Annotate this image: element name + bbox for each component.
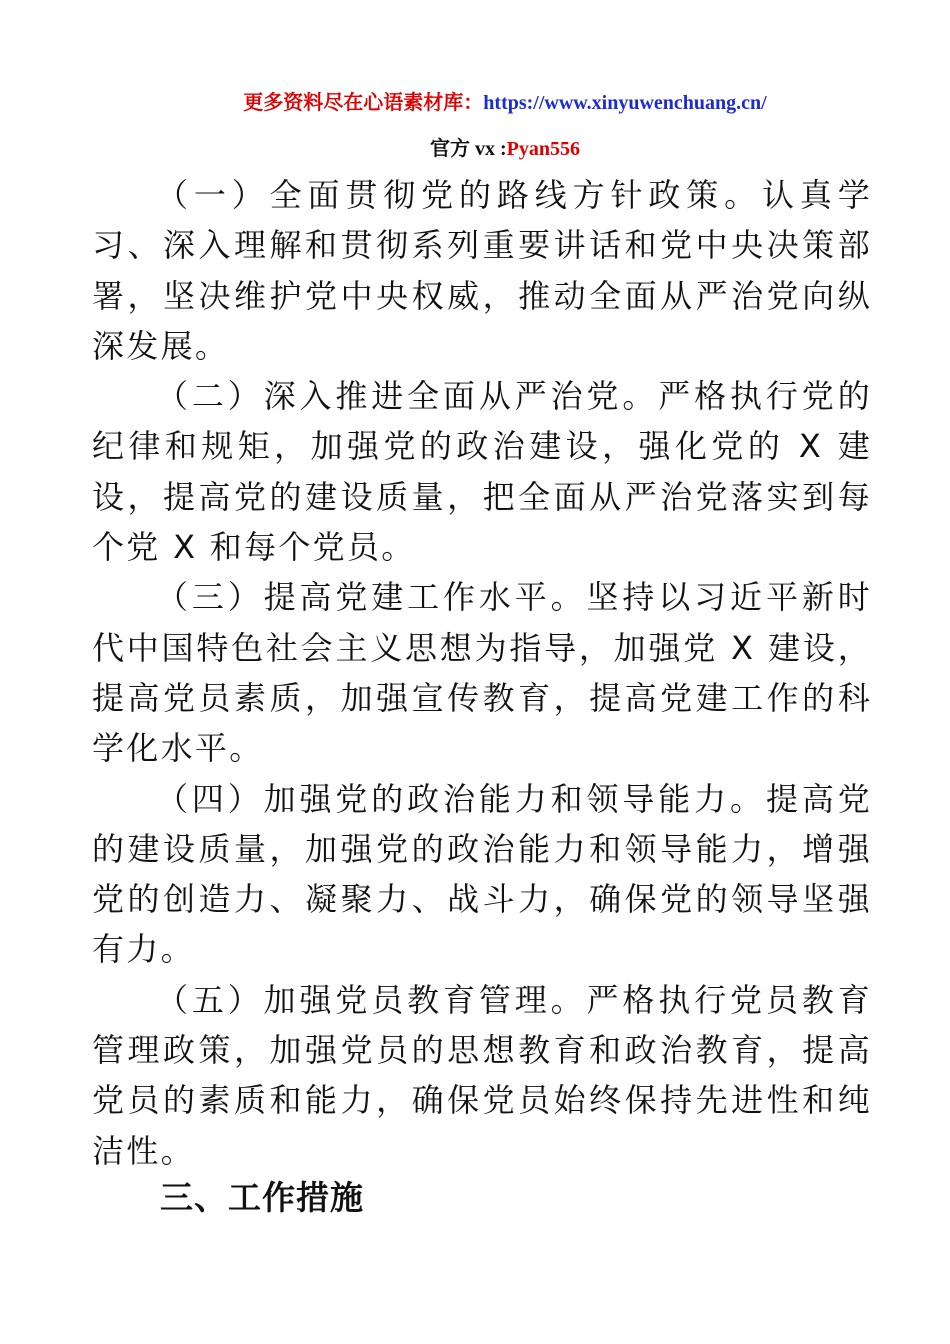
paragraph-lead: （一）全面贯彻党的路线方针政策。 <box>156 176 762 214</box>
contact-label: 官方 vx : <box>429 138 507 160</box>
paragraph-4 <box>92 774 872 975</box>
paragraph-text: 严格执行党员教育管理政策，加强党员的思想教育和政治教育，提高党员的素质和能力，确保党员始终保持先进性和纯洁性。 <box>92 980 872 1170</box>
paragraph-text: 提高党的建设质量，加强党的政治能力和领导能力，增强党的创造力、凝聚力、战斗力，确保党的领导坚强有力。 <box>92 779 872 969</box>
paragraph-text: 严格执行党的纪律和规矩，加强党的政治建设，强化党的 X 建设，提高党的建设质量，把全面从严治党落实到每个党 X 和每个党员。 <box>92 377 872 567</box>
promo-header <box>0 86 950 115</box>
document-body <box>92 170 872 1176</box>
paragraph-lead: （五）加强党员教育管理。 <box>156 980 587 1019</box>
paragraph-lead: （四）加强党的政治能力和领导能力。 <box>156 779 766 818</box>
paragraph-lead: （三）提高党建工作水平。 <box>156 578 587 617</box>
contact-header <box>0 132 950 161</box>
paragraph-3 <box>92 572 872 773</box>
paragraph-lead: （二）深入推进全面从严治党。 <box>156 377 659 416</box>
paragraph-text: 坚持以习近平新时代中国特色社会主义思想为指导，加强党 X 建设，提高党员素质，加强宣传教育，提高党建工作的科学化水平。 <box>92 578 872 768</box>
promo-text: 更多资料尽在心语素材库： <box>243 92 484 114</box>
paragraph-text: 认真学习、深入理解和贯彻系列重要讲话和党中央决策部署，坚决维护党中央权威，推动全面从严治党向纵深发展。 <box>92 176 872 365</box>
paragraph-1 <box>92 170 872 371</box>
paragraph-2 <box>92 371 872 572</box>
promo-url-link[interactable]: https://www.xinyuwenchuang.cn/ <box>483 92 767 114</box>
paragraph-5 <box>92 975 872 1176</box>
contact-handle: Pyan556 <box>506 138 580 160</box>
section-heading: 三、工作措施 <box>160 1178 364 1217</box>
